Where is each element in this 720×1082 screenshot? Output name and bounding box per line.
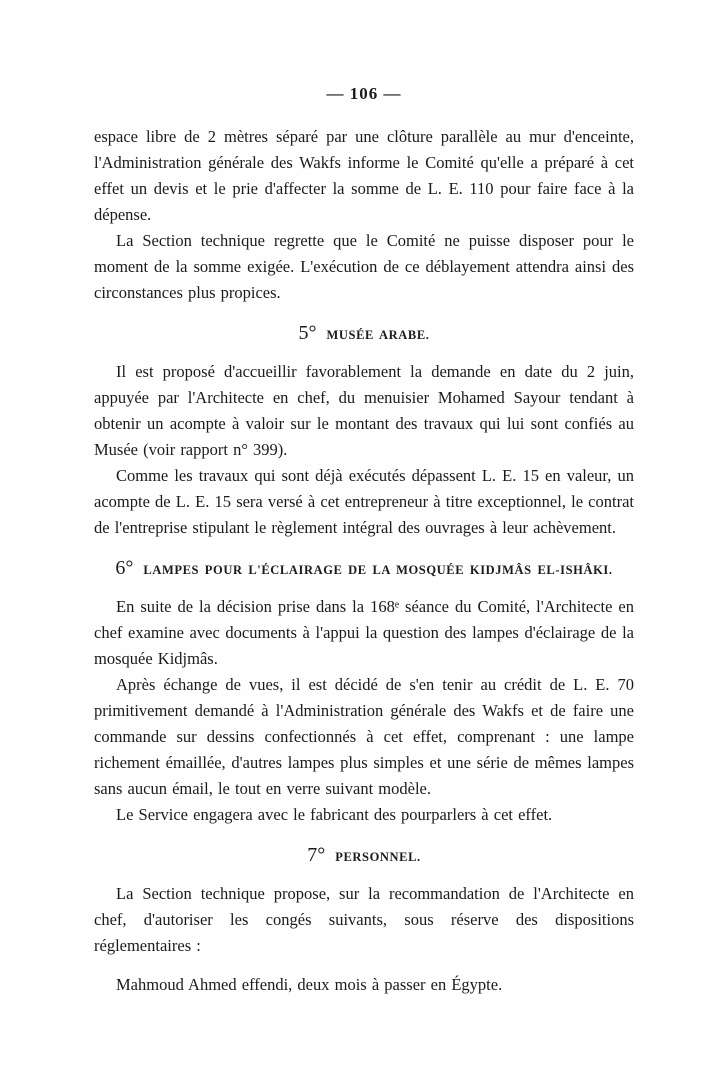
paragraph: La Section technique regrette que le Comité ne puisse disposer pour le moment de la somme exigée. L'exécution de ce déblayement attendra ainsi des circonstances plus propices. xyxy=(94,231,634,302)
section-heading-personnel xyxy=(94,843,634,869)
section-number: 5° xyxy=(298,322,317,344)
section-title: MUSÉE ARABE. xyxy=(326,328,430,342)
paragraph-continuation: espace libre de 2 mètres séparé par une clôture parallèle au mur d'enceinte, l'Administration générale des Wakfs informe le Comité qu'elle a préparé à cet effet un devis et le prie d'affecter la somme de L. E. 110 pour faire face à la dépense. xyxy=(94,127,634,224)
paragraph: En suite de la décision prise dans la 168ᵉ séance du Comité, l'Architecte en chef examine avec documents à l'appui la question des lampes d'éclairage de la mosquée Kidjmâs. xyxy=(94,597,634,668)
paragraph: Comme les travaux qui sont déjà exécutés dépassent L. E. 15 en valeur, un acompte de L. E. 15 sera versé à cet entrepreneur à titre exceptionnel, le contrat de l'entreprise stipulant le règlement intégral des ouvrages à leur achèvement. xyxy=(94,466,634,537)
paragraph: Il est proposé d'accueillir favorablement la demande en date du 2 juin, appuyée par l'Architecte en chef, du menuisier Mohamed Sayour tendant à obtenir un acompte à valoir sur le montant des travaux qui lui sont confiés au Musée (voir rapport n° 399). xyxy=(94,362,634,459)
section-number: 6° xyxy=(115,557,134,579)
paragraph: Le Service engagera avec le fabricant des pourparlers à cet effet. xyxy=(116,805,553,824)
paragraph: La Section technique propose, sur la recommandation de l'Architecte en chef, d'autoriser les congés suivants, sous réserve des dispositions réglementaires : xyxy=(94,884,634,955)
text-block xyxy=(94,84,634,998)
paragraph: Après échange de vues, il est décidé de s'en tenir au crédit de L. E. 70 primitivement demandé à l'Administration générale des Wakfs et de faire une commande sur dessins confectionnés à cet effet, comprenant : une lampe richement émaillée, d'autres lampes plus simples et une série de mêmes lampes sans aucun émail, le tout en verre suivant modèle. xyxy=(94,675,634,798)
section-title: PERSONNEL. xyxy=(335,850,421,864)
paragraph-conge-item: Mahmoud Ahmed effendi, deux mois à passer en Égypte. xyxy=(116,975,503,994)
section-heading-lampes xyxy=(94,556,634,582)
section-heading-musee-arabe xyxy=(94,321,634,347)
section-title: LAMPES POUR L'ÉCLAIRAGE DE LA MOSQUÉE KIDJMÂS EL-ISHÂKI. xyxy=(143,563,613,577)
page-number: — 106 — xyxy=(326,84,402,103)
section-number: 7° xyxy=(307,844,326,866)
